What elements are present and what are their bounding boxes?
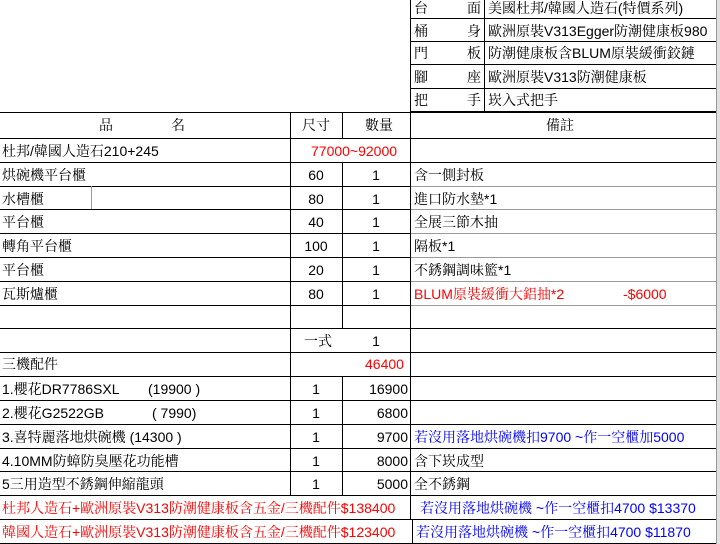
cabinet-size: 80 (308, 191, 324, 207)
grid-line (0, 162, 717, 163)
appliance-price: 16900 (369, 381, 408, 397)
grid-line (0, 138, 717, 139)
header-qty: 數量 (365, 117, 393, 133)
cabinet-qty: 1 (372, 167, 380, 183)
spec-label-2b: 身 (467, 23, 481, 39)
spec-label-2a: 桶 (414, 23, 428, 39)
spec-rule (410, 88, 717, 89)
grid-line (0, 281, 410, 282)
appliance-price: 6800 (376, 405, 408, 421)
header-size: 尺寸 (302, 117, 330, 133)
spec-label-5b: 手 (467, 92, 481, 108)
cabinet-name: 瓦斯爐櫃 (2, 286, 58, 302)
grid-line (342, 112, 343, 138)
grid-line (0, 352, 717, 353)
grid-line (0, 495, 717, 496)
appliance-list-price: ( 7990) (152, 405, 197, 421)
grid-line (290, 112, 291, 495)
cabinet-discount: -$6000 (623, 286, 667, 302)
cabinet-size: 100 (304, 238, 328, 254)
cabinet-name: 平台櫃 (2, 262, 44, 278)
spec-rule (410, 18, 717, 19)
spec-label-1b: 面 (467, 0, 481, 16)
cabinet-name: 轉角平台櫃 (2, 238, 72, 254)
summary-qty: 1 (372, 333, 380, 349)
header-product-a: 品 (99, 117, 113, 133)
cabinet-qty: 1 (372, 286, 380, 302)
cabinet-qty: 1 (372, 262, 380, 278)
appliance-price: 9700 (376, 429, 408, 445)
grid-line (0, 257, 410, 258)
spec-label-4b: 座 (467, 69, 481, 85)
grid-line (0, 471, 717, 472)
grid-line (342, 162, 343, 328)
section2-price: 46400 (365, 356, 404, 372)
cabinet-size: 80 (308, 286, 324, 302)
cabinet-note: 隔板*1 (414, 238, 456, 254)
cabinet-size: 20 (308, 262, 324, 278)
grid-line (0, 448, 717, 449)
cabinet-qty: 1 (372, 214, 380, 230)
total-line: 杜邦人造石+歐洲原裝V313防潮健康板含五金/三機配件$138400 (2, 500, 396, 516)
grid-line (0, 112, 717, 113)
grid-line (0, 376, 717, 377)
cabinet-note: 全展三節木抽 (414, 214, 498, 230)
appliance-name: 4.10MM防蟑防臭壓花功能槽 (2, 453, 179, 469)
cabinet-note: BLUM原裝緩衝大鋁抽*2 (414, 286, 565, 302)
appliance-qty: 1 (312, 429, 320, 445)
appliance-qty: 1 (312, 381, 320, 397)
cabinet-qty: 1 (372, 238, 380, 254)
appliance-name: 3.喜特麗落地烘碗機 (14300 ) (2, 429, 182, 445)
spec-value-4: 歐洲原裝V313防潮健康板 (488, 69, 647, 85)
spec-value-5: 崁入式把手 (488, 92, 558, 108)
spec-label-5a: 把 (414, 92, 428, 108)
cabinet-qty: 1 (372, 191, 380, 207)
cabinet-name: 烘碗機平台櫃 (2, 167, 86, 183)
spec-value-3: 防潮健康板含BLUM原裝緩衝鉸鏈 (488, 45, 695, 61)
appliance-list-price: (19900 ) (148, 381, 201, 397)
cabinet-note: 進口防水墊*1 (414, 191, 498, 207)
spec-label-3b: 板 (467, 45, 481, 61)
section1-price: 77000~92000 (311, 143, 398, 159)
grid-line (342, 376, 343, 495)
spec-rule (410, 0, 411, 112)
section2-name: 三機配件 (2, 356, 58, 372)
grid-line (0, 233, 410, 234)
spec-value-1: 美國杜邦/韓國人造石(特價系列) (488, 0, 684, 16)
spec-label-3a: 門 (414, 45, 428, 61)
cabinet-size: 60 (308, 167, 324, 183)
grid-line (0, 424, 717, 425)
total-note: 若沒用落地烘碗機 ~作一空櫃扣4700 $13370 (420, 500, 696, 516)
header-product-b: 名 (171, 117, 185, 133)
total-line: 韓國人造石+歐洲原裝V313防潮健康板含五金/三機配件$123400 (2, 524, 396, 540)
grid-line (412, 519, 413, 544)
grid-line (0, 305, 410, 306)
appliance-note: 全不銹鋼 (414, 476, 470, 492)
grid-line (410, 209, 717, 210)
grid-line (0, 209, 410, 210)
spec-label-1a: 台 (414, 0, 428, 16)
cabinet-note: 含一側封板 (414, 167, 484, 183)
grid-line (0, 328, 717, 329)
grid-line (410, 233, 717, 234)
appliance-price: 5000 (376, 476, 408, 492)
summary-size: 一式 (304, 333, 332, 349)
section1-name: 杜邦/韓國人造石210+245 (2, 143, 159, 159)
appliance-name: 1.櫻花DR7786SXL (2, 381, 120, 397)
grid-line (410, 305, 717, 306)
total-note: 若沒用落地烘碗機 ~作一空櫃扣4700 $11870 (416, 524, 691, 540)
spec-rule (484, 0, 485, 112)
grid-line (410, 186, 717, 187)
appliance-note: 若沒用落地烘碗機扣9700 ~作一空櫃加5000 (414, 429, 685, 445)
appliance-qty: 1 (312, 453, 320, 469)
grid-line (410, 112, 411, 519)
spec-label-4a: 腳 (414, 69, 428, 85)
appliance-qty: 1 (312, 476, 320, 492)
appliance-name: 5三用造型不銹鋼伸縮龍頭 (2, 476, 164, 492)
grid-line (0, 519, 717, 520)
grid-line (410, 257, 717, 258)
spec-value-2: 歐洲原裝V313Egger防潮健康板980 (488, 23, 708, 39)
header-notes: 備註 (546, 117, 574, 133)
cabinet-size: 40 (308, 214, 324, 230)
cabinet-note: 不銹鋼調味籃*1 (414, 262, 512, 278)
appliance-name: 2.櫻花G2522GB (2, 405, 104, 421)
grid-line (410, 281, 717, 282)
appliance-price: 8000 (376, 453, 408, 469)
appliance-qty: 1 (312, 405, 320, 421)
cabinet-name: 平台櫃 (2, 214, 44, 230)
spec-rule (410, 41, 717, 42)
grid-line (91, 186, 92, 209)
grid-line (0, 400, 717, 401)
spec-rule (410, 64, 717, 65)
appliance-note: 含下崁成型 (414, 453, 484, 469)
grid-line (0, 186, 410, 187)
cabinet-name: 水槽櫃 (2, 191, 44, 207)
